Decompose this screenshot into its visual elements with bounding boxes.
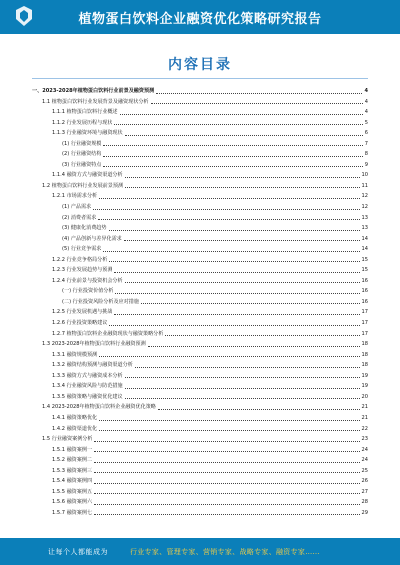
toc-entry[interactable] xyxy=(32,476,368,487)
toc-entry[interactable] xyxy=(32,213,368,224)
toc-entry-page: 17 xyxy=(361,320,368,327)
toc-entry-title: 一、2023-2028年植物蛋白饮料行业前景及融资预测 xyxy=(32,88,155,94)
toc-entry-title: 1.4 2023-2028年植物蛋白饮料企业融资优化策略 xyxy=(42,404,156,411)
toc-entry[interactable] xyxy=(32,255,368,266)
toc-entry[interactable] xyxy=(32,339,368,350)
toc-leader-dots xyxy=(148,346,360,347)
toc-entry-page: 12 xyxy=(361,193,368,200)
toc-entry-title: 1.5.1 融资案例一 xyxy=(52,446,93,453)
toc-entry[interactable] xyxy=(32,128,368,139)
toc-entry-title: 1.4.1 融资策略优化 xyxy=(52,414,98,421)
toc-entry-title: 1.1.3 行业融资环境与融资现状 xyxy=(52,130,123,137)
toc-leader-dots xyxy=(109,261,359,262)
toc-entry[interactable] xyxy=(32,244,368,255)
toc-entry-page: 17 xyxy=(361,330,368,337)
toc-entry-title: (二) 行业投资风险分析及应对措施 xyxy=(62,298,139,305)
toc-entry[interactable] xyxy=(32,445,368,456)
toc-entry-title: 1.1 植物蛋白饮料行业发展背景及融资现状分析 xyxy=(42,98,149,105)
toc-entry-page: 4 xyxy=(364,98,368,105)
toc-entry-page: 17 xyxy=(361,309,368,316)
toc-entry-title: 1.3.1 融资规模预测 xyxy=(52,351,98,358)
toc-entry-page: 10 xyxy=(361,172,368,179)
toc-entry-page: 6 xyxy=(364,130,368,137)
toc-entry-page: 11 xyxy=(361,182,368,189)
toc-entry-title: 1.2.5 行业发展机遇与挑战 xyxy=(52,309,113,316)
toc-entry-page: 24 xyxy=(361,446,368,453)
page-footer xyxy=(0,538,400,565)
toc-leader-dots xyxy=(120,114,363,115)
toc-entry-page: 16 xyxy=(361,288,368,295)
toc-entry[interactable] xyxy=(32,371,368,382)
toc-entry-page: 27 xyxy=(361,488,368,495)
toc-entry-title: 1.2 植物蛋白饮料行业发展前景预测 xyxy=(42,182,124,189)
toc-entry[interactable] xyxy=(32,455,368,466)
toc-entry-page: 19 xyxy=(361,383,368,390)
toc-leader-dots xyxy=(125,377,360,378)
toc-leader-dots xyxy=(125,388,360,389)
toc-entry[interactable] xyxy=(32,487,368,498)
toc-leader-dots xyxy=(165,335,359,336)
toc-entry-page: 25 xyxy=(361,467,368,474)
toc-entry-title: 1.4.2 融资渠道优化 xyxy=(52,425,98,432)
page-header xyxy=(0,0,400,34)
toc-leader-dots xyxy=(156,93,362,94)
toc-entry-title: 1.5.5 融资案例五 xyxy=(52,488,93,495)
toc-entry-page: 13 xyxy=(361,214,368,221)
toc-entry-title: (4) 产品创新与差异化需求 xyxy=(62,235,122,242)
toc-leader-dots xyxy=(125,398,360,399)
toc-leader-dots xyxy=(94,504,359,505)
toc-entry-title: (2) 行业融资结构 xyxy=(62,151,102,158)
toc-entry-page: 28 xyxy=(361,499,368,506)
toc-entry-page: 20 xyxy=(361,393,368,400)
toc-entry-page: 13 xyxy=(361,225,368,232)
toc-entry-title: 1.2.4 行业前景与投资机会分析 xyxy=(52,277,123,284)
toc-entry[interactable] xyxy=(32,86,368,97)
toc-entry-title: 1.5.7 融资案例七 xyxy=(52,509,93,516)
toc-entry-page: 4 xyxy=(364,109,368,116)
toc-entry[interactable] xyxy=(32,402,368,413)
toc-entry-page: 15 xyxy=(361,267,368,274)
toc-entry-page: 23 xyxy=(361,436,368,443)
toc-leader-dots xyxy=(125,282,360,283)
toc-entry-title: 1.5.2 融资案例二 xyxy=(52,457,93,464)
footer-tagline: 行业专家、管理专家、营销专家、战略专家、融资专家…… xyxy=(130,547,320,556)
toc-entry[interactable] xyxy=(32,234,368,245)
toc-entry-title: 1.3 2023-2028年植物蛋白饮料行业融资预测 xyxy=(42,341,146,348)
toc-entry[interactable] xyxy=(32,360,368,371)
toc-entry-title: 1.3.4 行业融资风险与防范措施 xyxy=(52,383,123,390)
toc-leader-dots xyxy=(94,483,359,484)
toc-leader-dots xyxy=(114,124,362,125)
toc-entry-title: 1.5.3 融资案例三 xyxy=(52,467,93,474)
toc-leader-dots xyxy=(94,472,359,473)
toc-entry[interactable] xyxy=(32,497,368,508)
toc-entry-page: 14 xyxy=(361,246,368,253)
toc-entry-page: 21 xyxy=(361,414,368,421)
toc-leader-dots xyxy=(114,272,359,273)
toc-entry[interactable] xyxy=(32,118,368,129)
toc-entry[interactable] xyxy=(32,318,368,329)
table-of-contents xyxy=(32,86,368,518)
toc-entry[interactable] xyxy=(32,307,368,318)
toc-entry[interactable] xyxy=(32,202,368,213)
toc-entry[interactable] xyxy=(32,424,368,435)
toc-entry-page: 22 xyxy=(361,425,368,432)
toc-leader-dots xyxy=(125,187,359,188)
toc-leader-dots xyxy=(109,325,359,326)
toc-entry-page: 9 xyxy=(364,161,368,168)
toc-leader-dots xyxy=(94,493,359,494)
toc-leader-dots xyxy=(99,356,359,357)
toc-entry[interactable] xyxy=(32,392,368,403)
toc-entry-title: 1.1.2 行业发展历程与现状 xyxy=(52,119,113,126)
toc-entry-page: 15 xyxy=(361,256,368,263)
toc-entry[interactable] xyxy=(32,149,368,160)
toc-leader-dots xyxy=(141,303,360,304)
toc-entry-page: 4 xyxy=(364,88,368,94)
toc-entry[interactable] xyxy=(32,413,368,424)
toc-entry[interactable] xyxy=(32,286,368,297)
toc-entry-page: 18 xyxy=(361,341,368,348)
toc-entry[interactable] xyxy=(32,276,368,287)
toc-leader-dots xyxy=(115,293,359,294)
toc-entry-title: (一) 行业投资价值分析 xyxy=(62,288,114,295)
toc-leader-dots xyxy=(94,441,359,442)
toc-leader-dots xyxy=(99,198,359,199)
toc-leader-dots xyxy=(125,135,363,136)
toc-entry-title: 1.1.4 融资方式与融资渠道分析 xyxy=(52,172,123,179)
toc-leader-dots xyxy=(103,145,362,146)
toc-entry-title: 1.1.1 植物蛋白饮料行业概述 xyxy=(52,109,118,116)
toc-entry-page: 5 xyxy=(364,119,368,126)
toc-entry-title: 1.2.7 植物蛋白饮料企业融资现状与融资策略分析 xyxy=(52,330,164,337)
toc-entry-title: 1.5 行业融资案例分析 xyxy=(42,436,93,443)
toc-leader-dots xyxy=(93,209,359,210)
toc-entry[interactable] xyxy=(32,381,368,392)
toc-entry[interactable] xyxy=(32,191,368,202)
toc-entry[interactable] xyxy=(32,434,368,445)
toc-entry-page: 14 xyxy=(361,235,368,242)
toc-entry-title: 1.3.3 融资方式与融资成本分析 xyxy=(52,372,123,379)
toc-entry[interactable] xyxy=(32,97,368,108)
footer-slogan: 让每个人都能成为 xyxy=(48,547,108,556)
toc-entry-page: 24 xyxy=(361,457,368,464)
toc-leader-dots xyxy=(103,156,362,157)
toc-entry[interactable] xyxy=(32,466,368,477)
toc-leader-dots xyxy=(158,409,360,410)
toc-leader-dots xyxy=(94,462,359,463)
toc-entry-page: 21 xyxy=(361,404,368,411)
toc-entry[interactable] xyxy=(32,350,368,361)
toc-entry[interactable] xyxy=(32,508,368,519)
toc-entry-title: 1.2.1 市场需求分析 xyxy=(52,193,98,200)
toc-entry-title: 1.3.2 融资结构预测与融资渠道分析 xyxy=(52,362,133,369)
toc-entry-page: 26 xyxy=(361,478,368,485)
toc-entry-page: 8 xyxy=(364,151,368,158)
toc-entry-title: (5) 行业竞争需求 xyxy=(62,246,102,253)
toc-leader-dots xyxy=(109,230,360,231)
toc-leader-dots xyxy=(125,177,360,178)
toc-entry-page: 29 xyxy=(361,509,368,516)
toc-entry-page: 16 xyxy=(361,277,368,284)
toc-entry-title: 1.2.2 行业竞争格局分析 xyxy=(52,256,108,263)
toc-entry-page: 18 xyxy=(361,351,368,358)
toc-entry-title: 1.5.4 融资案例四 xyxy=(52,478,93,485)
toc-entry-title: 1.2.6 行业投资策略建议 xyxy=(52,320,108,327)
toc-leader-dots xyxy=(103,166,362,167)
toc-entry[interactable] xyxy=(32,160,368,171)
report-title: 植物蛋白饮料企业融资优化策略研究报告 xyxy=(78,11,322,27)
toc-entry-title: (2) 消费者需求 xyxy=(62,214,97,221)
toc-leader-dots xyxy=(135,367,360,368)
toc-entry[interactable] xyxy=(32,223,368,234)
toc-entry[interactable] xyxy=(32,139,368,150)
logo-icon xyxy=(14,5,34,27)
toc-entry-title: (3) 健康化消费趋势 xyxy=(62,225,107,232)
toc-entry-page: 16 xyxy=(361,298,368,305)
toc-entry[interactable] xyxy=(32,329,368,340)
toc-entry-page: 12 xyxy=(361,204,368,211)
toc-entry[interactable] xyxy=(32,181,368,192)
toc-leader-dots xyxy=(103,251,359,252)
toc-entry[interactable] xyxy=(32,297,368,308)
toc-leader-dots xyxy=(114,314,359,315)
toc-heading: 内容目录 xyxy=(168,57,232,73)
toc-entry-title: (1) 产品需求 xyxy=(62,204,92,211)
toc-entry-page: 19 xyxy=(361,372,368,379)
toc-leader-dots xyxy=(151,103,363,104)
heading-divider xyxy=(32,78,368,79)
toc-leader-dots xyxy=(94,514,359,515)
toc-entry-title: 1.5.6 融资案例六 xyxy=(52,499,93,506)
toc-entry[interactable] xyxy=(32,265,368,276)
toc-leader-dots xyxy=(124,240,360,241)
toc-entry[interactable] xyxy=(32,170,368,181)
toc-leader-dots xyxy=(98,219,359,220)
toc-entry[interactable] xyxy=(32,107,368,118)
toc-entry-title: (1) 行业融资规模 xyxy=(62,140,102,147)
toc-leader-dots xyxy=(99,420,359,421)
toc-leader-dots xyxy=(94,451,359,452)
toc-entry-title: 1.2.3 行业发展趋势与预测 xyxy=(52,267,113,274)
toc-entry-page: 7 xyxy=(364,140,368,147)
toc-entry-title: (3) 行业融资特点 xyxy=(62,161,102,168)
toc-entry-title: 1.3.5 融资策略与融资优化建议 xyxy=(52,393,123,400)
toc-leader-dots xyxy=(99,430,359,431)
toc-entry-page: 18 xyxy=(361,362,368,369)
